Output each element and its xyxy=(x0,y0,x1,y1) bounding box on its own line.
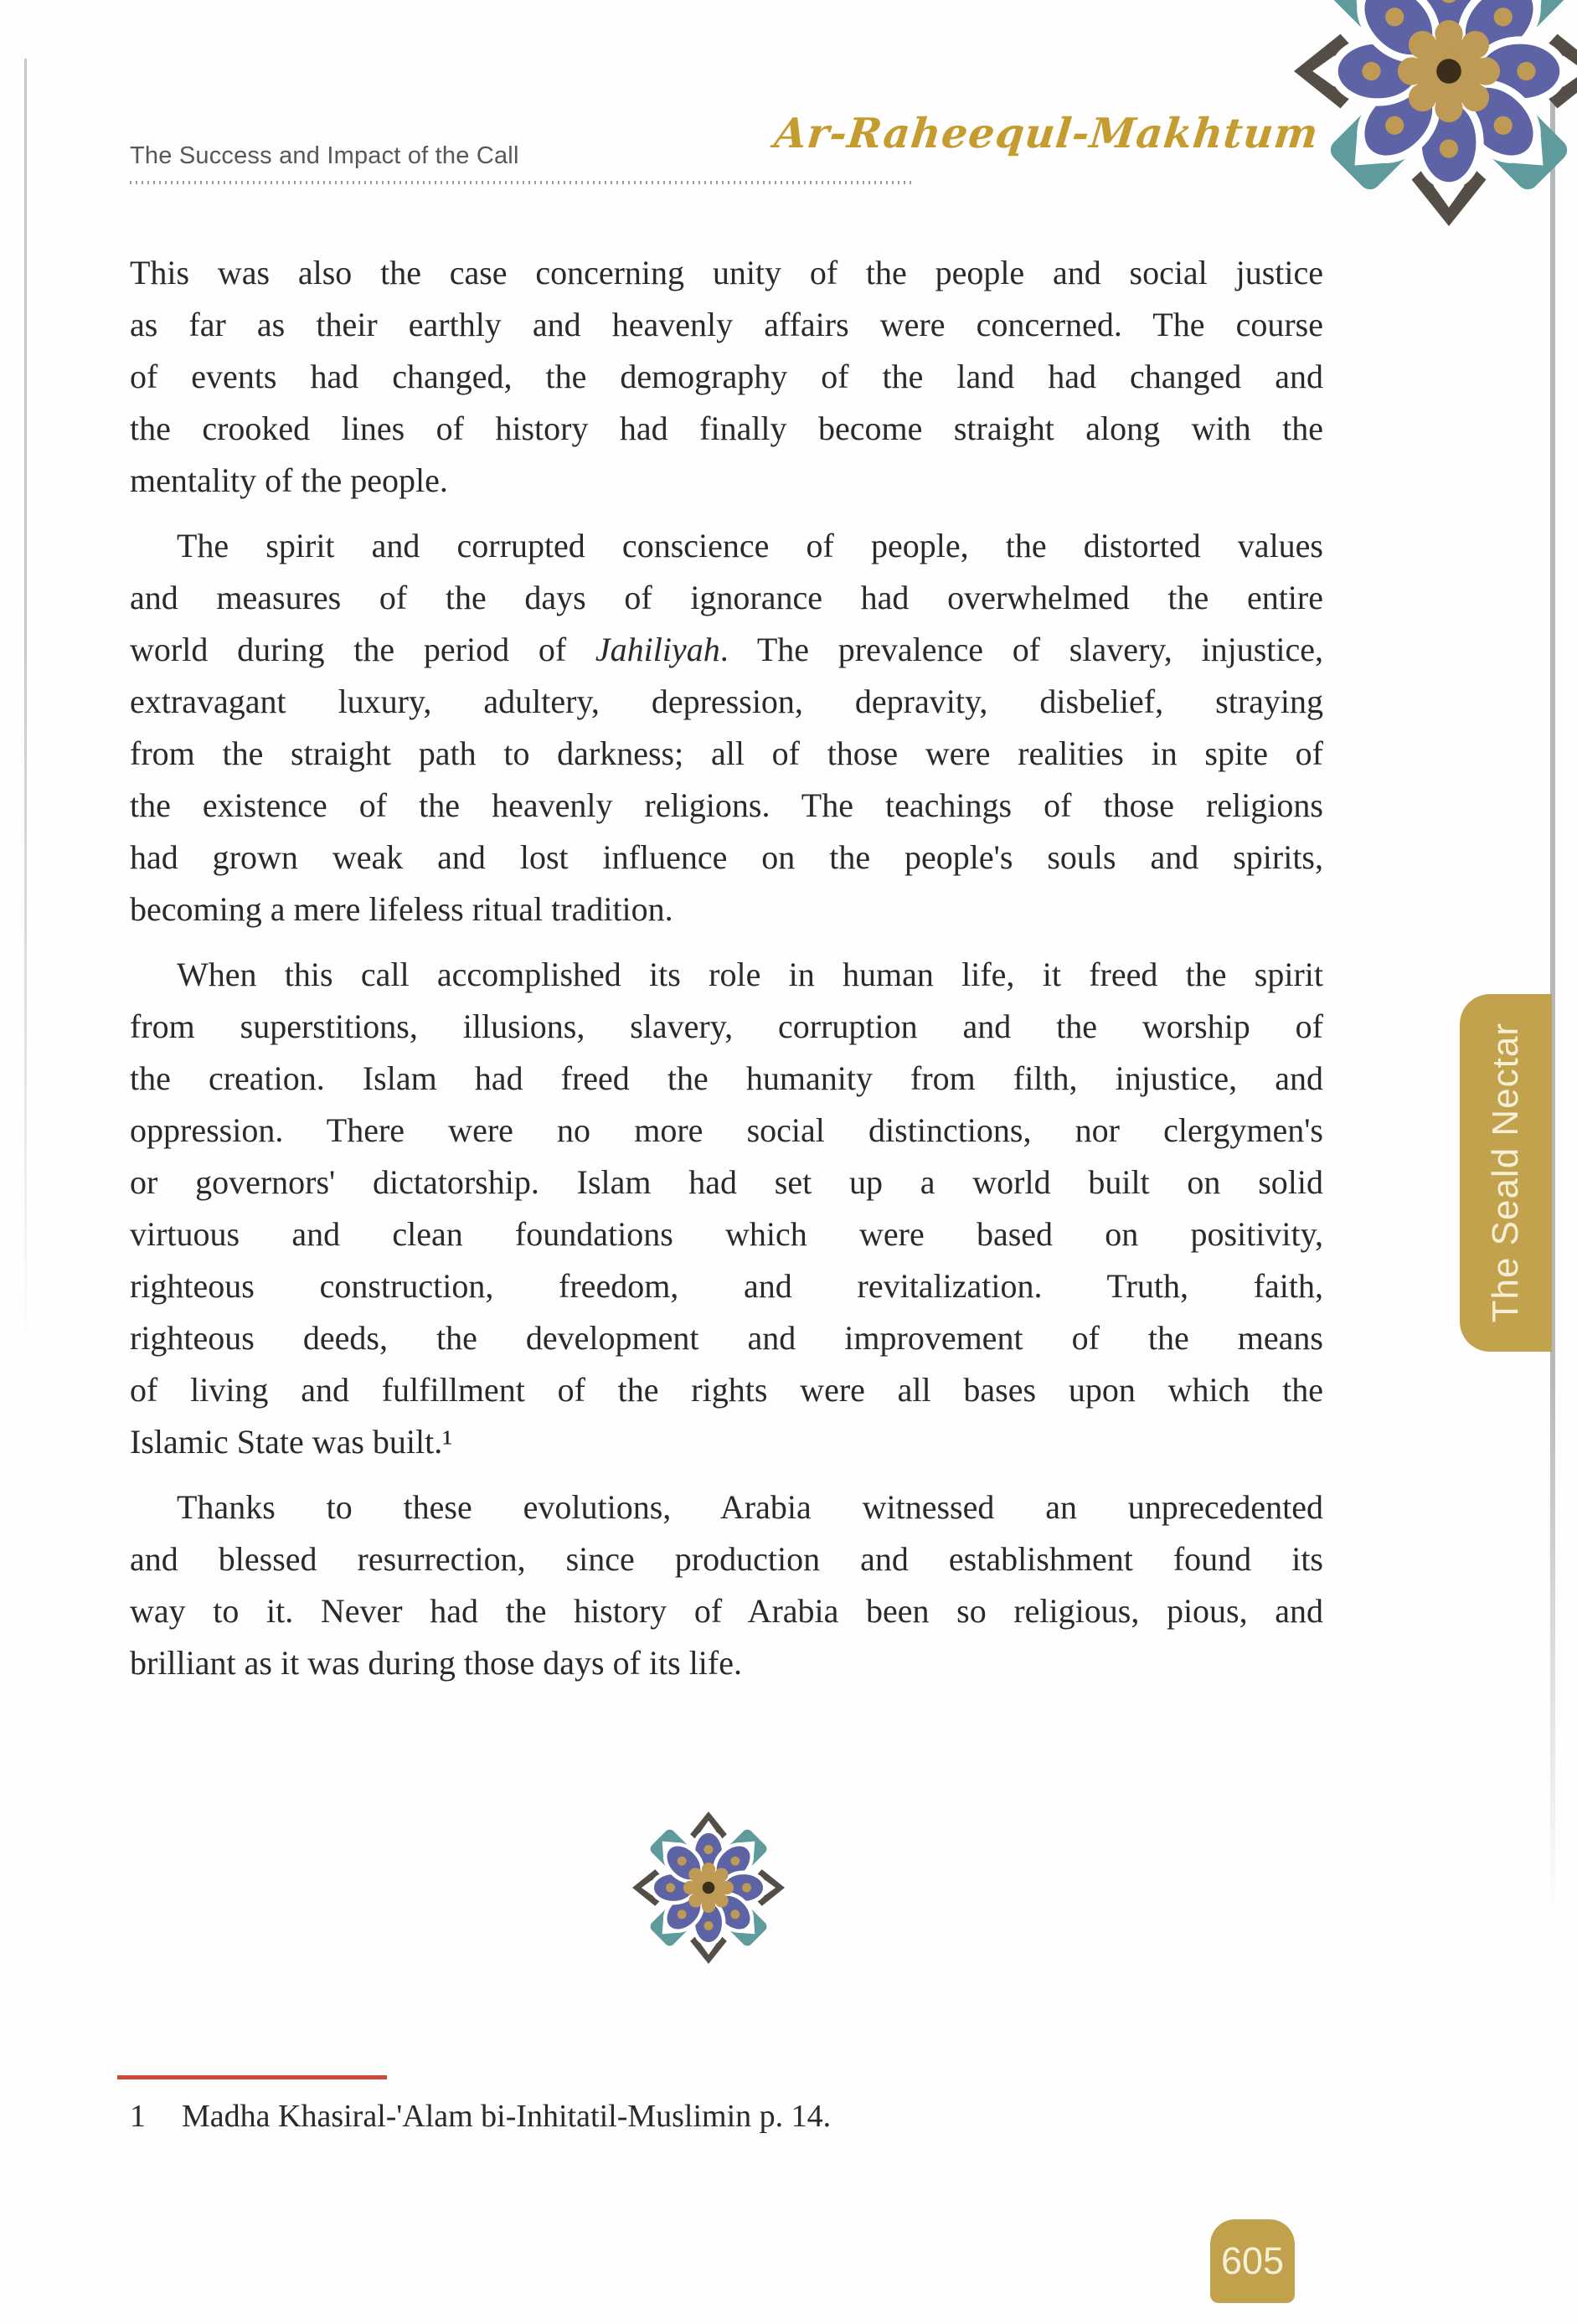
page-number: 605 xyxy=(1220,2239,1285,2282)
paragraph-line: becoming a mere lifeless ritual tradition. xyxy=(130,890,673,928)
paragraph-line: world during the period of Jahiliyah. The prevalence of slavery, injustice, xyxy=(130,631,1323,668)
side-tab-label: The Seald Nectar xyxy=(1485,1023,1526,1323)
body-text xyxy=(130,247,1323,1703)
left-page-edge-line xyxy=(24,59,27,1348)
book-script-title: Ar-Raheequl-Makhtum xyxy=(771,109,1322,157)
paragraph xyxy=(130,247,1323,507)
paragraph-line: Thanks to these evolutions, Arabia witnessed an unprecedented xyxy=(177,1488,1323,1526)
paragraph-line: from the straight path to darkness; all of those were realities in spite of xyxy=(130,734,1323,772)
page-header xyxy=(130,109,1323,241)
paragraph-line: the creation. Islam had freed the humanity from filth, injustice, and xyxy=(130,1059,1323,1097)
footnote-rule xyxy=(117,2075,387,2079)
paragraph xyxy=(130,520,1323,935)
paragraph-line: of living and fulfillment of the rights were all bases upon which the xyxy=(130,1371,1323,1409)
page-number-badge xyxy=(1210,2219,1295,2303)
paragraph-line: way to it. Never had the history of Arabia been so religious, pious, and xyxy=(130,1592,1323,1630)
paragraph xyxy=(130,949,1323,1468)
footnote xyxy=(130,2095,831,2137)
side-tab xyxy=(1460,994,1552,1352)
paragraph-line: The spirit and corrupted conscience of people, the distorted values xyxy=(177,527,1323,564)
paragraph-line: the existence of the heavenly religions. The teachings of those religions xyxy=(130,786,1323,824)
paragraph-line: as far as their earthly and heavenly affairs were concerned. The course xyxy=(130,306,1323,343)
paragraph-line: virtuous and clean foundations which were based on positivity, xyxy=(130,1215,1323,1253)
paragraph xyxy=(130,1481,1323,1689)
paragraph-line: mentality of the people. xyxy=(130,461,448,499)
section-title: The Success and Impact of the Call xyxy=(130,142,519,169)
paragraph-line: oppression. There were no more social distinctions, nor clergymen's xyxy=(130,1111,1323,1149)
paragraph-line: When this call accomplished its role in human life, it freed the spirit xyxy=(177,956,1323,993)
paragraph-line: and blessed resurrection, since production and establishment found its xyxy=(130,1540,1323,1578)
paragraph-line: of events had changed, the demography of the land had changed and xyxy=(130,358,1323,395)
paragraph-line: Islamic State was built.¹ xyxy=(130,1423,453,1461)
paragraph-line: brilliant as it was during those days of its life. xyxy=(130,1644,742,1682)
paragraph-line: extravagant luxury, adultery, depression, depravity, disbelief, straying xyxy=(130,683,1323,720)
footnote-number: 1 xyxy=(130,2099,146,2134)
paragraph-line: This was also the case concerning unity of the people and social justice xyxy=(130,254,1323,291)
corner-ornament-icon xyxy=(1294,0,1577,226)
paragraph-line: from superstitions, illusions, slavery, corruption and the worship of xyxy=(130,1007,1323,1045)
paragraph-line: and measures of the days of ignorance had overwhelmed the entire xyxy=(130,579,1323,616)
paragraph-line: or governors' dictatorship. Islam had set up a world built on solid xyxy=(130,1163,1323,1201)
paragraph-line: the crooked lines of history had finally become straight along with the xyxy=(130,410,1323,447)
rosette-medallion-icon xyxy=(632,1811,785,1964)
right-page-edge-line xyxy=(1550,65,1555,1916)
paragraph-line: righteous construction, freedom, and revitalization. Truth, faith, xyxy=(130,1267,1323,1305)
paragraph-line: righteous deeds, the development and improvement of the means xyxy=(130,1319,1323,1357)
paragraph-line: had grown weak and lost influence on the people's souls and spirits, xyxy=(130,838,1323,876)
footnote-text: Madha Khasiral-'Alam bi-Inhitatil-Muslimin p. 14. xyxy=(182,2099,832,2134)
header-dotted-rule xyxy=(130,181,913,184)
